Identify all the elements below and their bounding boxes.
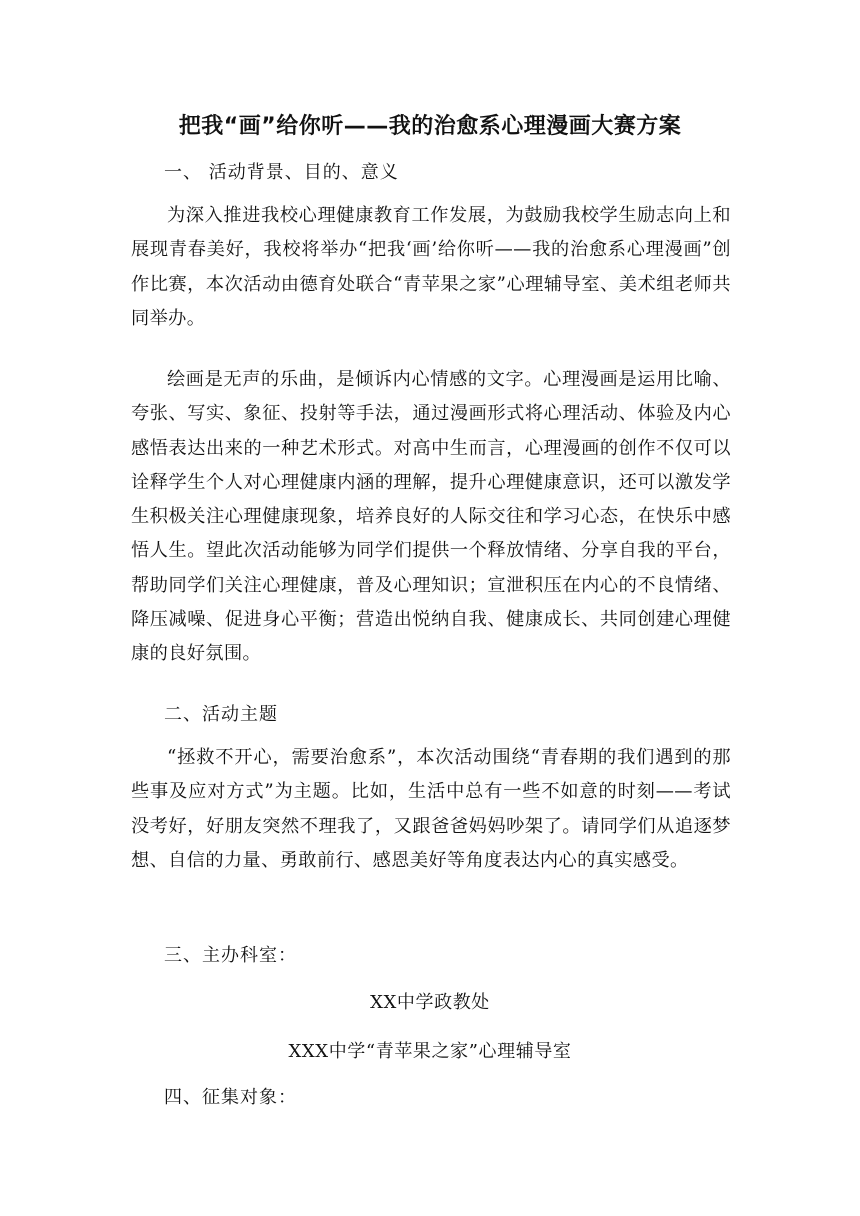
section-heading-participants: 四、征集对象： bbox=[164, 1087, 297, 1108]
section-heading-organizer: 三、主办科室： bbox=[164, 945, 297, 966]
section-heading-background: 一、 活动背景、目的、意义 bbox=[164, 162, 399, 183]
document-title: 把我“画”给你听——我的治愈系心理漫画大赛方案 bbox=[178, 114, 682, 139]
organizer-line-2: XXX中学“青苹果之家”心理辅导室 bbox=[288, 1041, 572, 1062]
section-heading-theme: 二、活动主题 bbox=[164, 704, 278, 725]
paragraph-background-meaning: 绘画是无声的乐曲，是倾诉内心情感的文字。心理漫画是运用比喻、夸张、写实、象征、投射等手法，通过漫画形式将心理活动、体验及内心感悟表达出来的一种艺术形式。对高中生而言，心理漫画的创作不仅可以诠释学生个人对心理健康内涵的理解，提升心理健康意识，还可以激发学生积极关注心理健康现象，培养良好的人际交往和学习心态，在快乐中感悟人生。望此次活动能够为同学们提供一个释放情绪、分享自我的平台，帮助同学们关注心理健康，普及心理知识；宣泄积压在内心的不良情绪、降压减噪、促进身心平衡；营造出悦纳自我、健康成长、共同创建心理健康的良好氛围。 bbox=[131, 369, 731, 665]
organizer-line-1: XX中学政教处 bbox=[370, 992, 490, 1013]
paragraph-theme: “拯救不开心，需要治愈系”，本次活动围绕“青春期的我们遇到的那些事及应对方式”为主题。比如，生活中总有一些不如意的时刻——考试没考好，好朋友突然不理我了，又跟爸爸妈妈吵架了。请同学们从追逐梦想、自信的力量、勇敢前行、感恩美好等角度表达内心的真实感受。 bbox=[131, 747, 731, 871]
paragraph-background-intro: 为深入推进我校心理健康教育工作发展，为鼓励我校学生励志向上和展现青春美好，我校将举办“把我‘画’给你听——我的治愈系心理漫画”创作比赛，本次活动由德育处联合“青苹果之家”心理辅导室、美术组老师共同举办。 bbox=[131, 205, 731, 329]
